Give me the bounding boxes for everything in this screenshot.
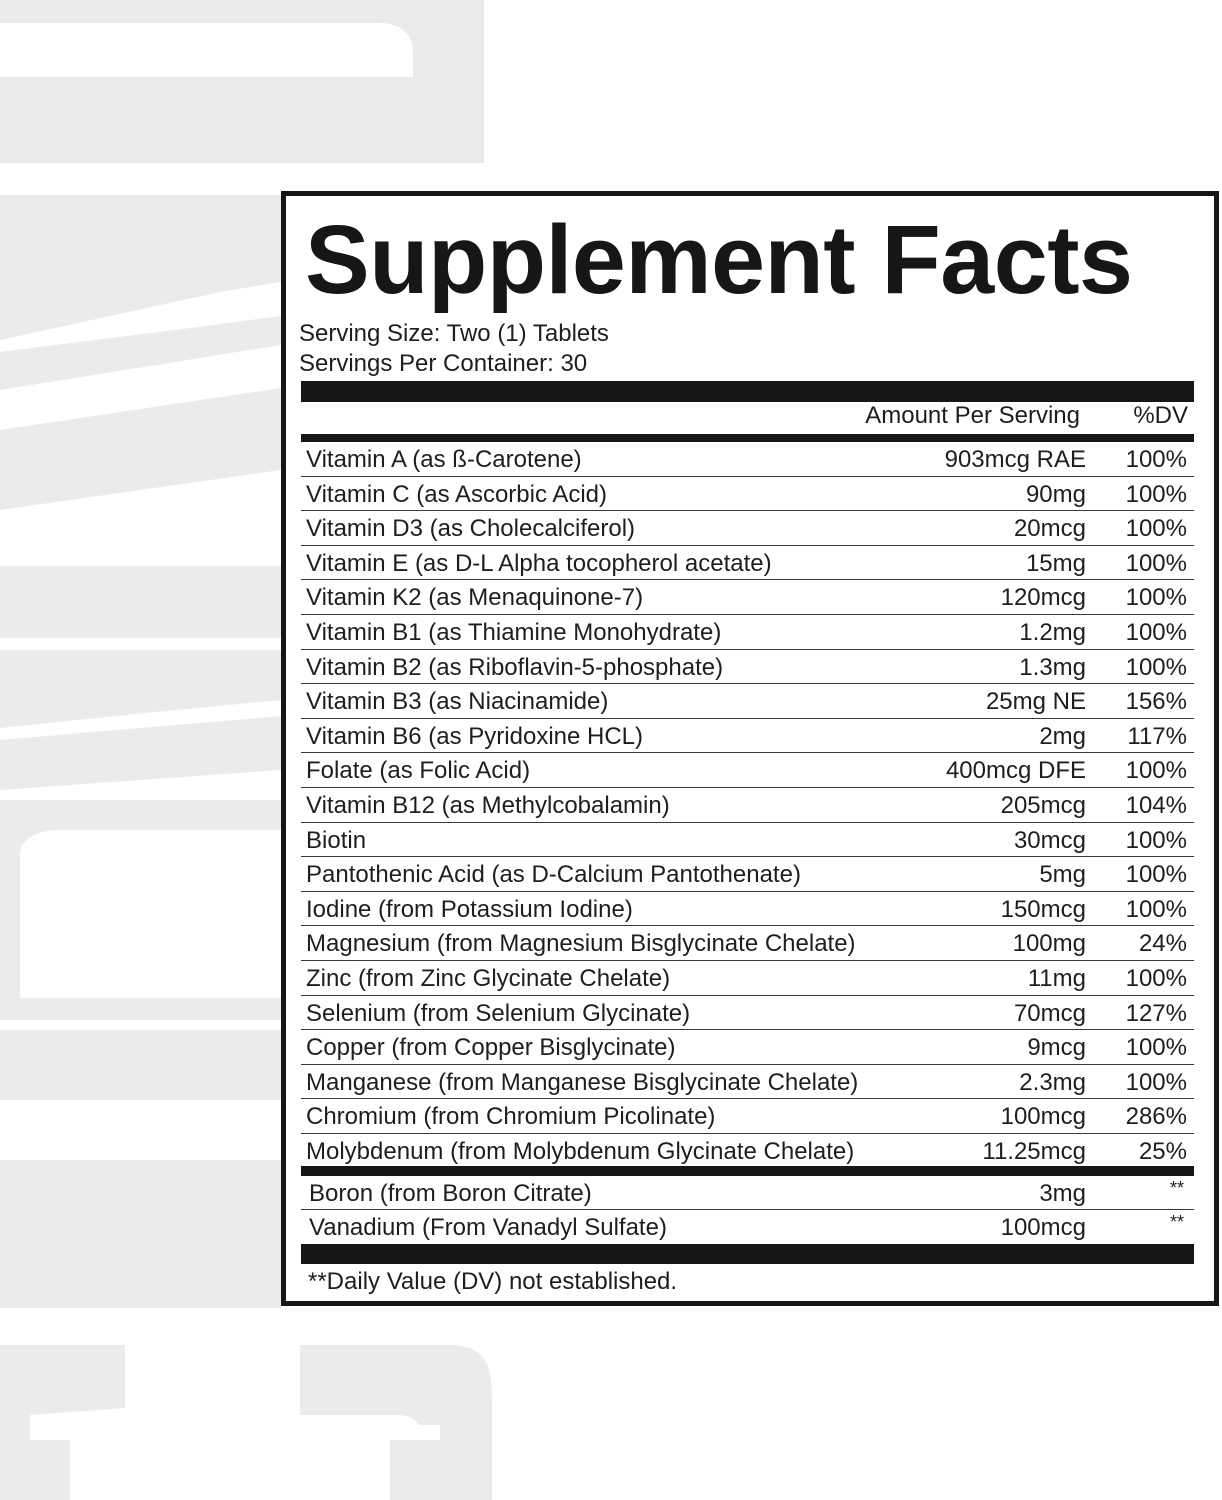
ingredient-name: Chromium (from Chromium Picolinate): [306, 1103, 716, 1131]
amount-per-serving: 90mg: [1025, 480, 1086, 508]
serving-size: Serving Size: Two (1) Tablets: [299, 320, 609, 347]
amount-per-serving: 903mcg RAE: [944, 446, 1086, 473]
ingredient-name: Molybdenum (from Molybdenum Glycinate Chelate): [306, 1137, 855, 1165]
daily-value: 100%: [1125, 549, 1187, 577]
nutrient-list: [301, 442, 1194, 1168]
ingredient-name: Vitamin B2 (as Riboflavin-5-phosphate): [306, 653, 724, 681]
daily-value: 24%: [1138, 930, 1187, 958]
amount-per-serving: 5mg: [1039, 861, 1086, 889]
daily-value: 100%: [1125, 1068, 1187, 1096]
daily-value: 127%: [1125, 999, 1187, 1027]
amount-per-serving: 100mcg: [1000, 1103, 1086, 1131]
amount-per-serving: 11mg: [1027, 964, 1086, 992]
ingredient-name: Vitamin B12 (as Methylcobalamin): [306, 791, 670, 819]
ingredient-name: Iodine (from Potassium Iodine): [306, 895, 633, 923]
amount-per-serving: 25mg NE: [985, 688, 1086, 716]
daily-value: 100%: [1125, 446, 1187, 473]
daily-value: 117%: [1127, 722, 1187, 750]
daily-value: 100%: [1125, 480, 1187, 508]
daily-value: 100%: [1125, 1034, 1187, 1062]
ingredient-name: Vitamin B3 (as Niacinamide): [306, 688, 609, 716]
dv-column-header: %DV: [1133, 402, 1188, 429]
table-row: [301, 615, 1194, 650]
amount-per-serving: 400mcg DFE: [945, 757, 1086, 785]
daily-value: 100%: [1125, 964, 1187, 992]
table-row: [301, 650, 1194, 685]
amount-per-serving: 15mg: [1025, 549, 1086, 577]
ingredient-name: Vitamin K2 (as Menaquinone-7): [306, 584, 644, 612]
amount-per-serving: 20mcg: [1013, 515, 1086, 543]
column-header-row: [301, 401, 1194, 435]
amount-per-serving: 11.25mcg: [982, 1137, 1086, 1165]
table-row: [301, 1065, 1194, 1100]
ingredient-name: Folate (as Folic Acid): [306, 757, 531, 785]
ingredient-name: Magnesium (from Magnesium Bisglycinate Chelate): [306, 930, 856, 958]
table-row: [301, 892, 1194, 927]
amount-per-serving: 2.3mg: [1019, 1068, 1086, 1096]
thick-divider: [301, 381, 1194, 402]
amount-per-serving: 9mcg: [1027, 1034, 1086, 1062]
table-row: [301, 996, 1194, 1031]
bottom-thick-divider: [301, 1244, 1194, 1264]
daily-value: 286%: [1125, 1103, 1187, 1131]
table-row: [301, 580, 1194, 615]
table-row: [301, 823, 1194, 858]
daily-value: **: [1169, 1212, 1184, 1232]
table-row: [301, 442, 1194, 477]
ingredient-name: Zinc (from Zinc Glycinate Chelate): [306, 964, 671, 992]
table-row: [301, 1030, 1194, 1065]
ingredient-name: Vitamin B1 (as Thiamine Monohydrate): [306, 618, 722, 646]
ingredient-name: Manganese (from Manganese Bisglycinate Chelate): [306, 1068, 859, 1096]
daily-value: 100%: [1125, 895, 1187, 923]
table-row: [301, 1176, 1194, 1210]
daily-value: 100%: [1125, 757, 1187, 785]
table-row: [301, 753, 1194, 788]
other-ingredients-list: [301, 1176, 1194, 1244]
amount-per-serving: 30mcg: [1013, 826, 1086, 854]
daily-value: **: [1169, 1178, 1184, 1198]
daily-value: 104%: [1125, 791, 1187, 819]
amount-per-serving: 205mcg: [1000, 791, 1086, 819]
servings-per-container: Servings Per Container: 30: [299, 350, 588, 377]
ingredient-name: Vitamin B6 (as Pyridoxine HCL): [306, 722, 644, 750]
ingredient-name: Boron (from Boron Citrate): [309, 1180, 592, 1207]
daily-value: 100%: [1125, 653, 1187, 681]
ingredient-name: Vanadium (From Vanadyl Sulfate): [309, 1214, 667, 1241]
table-row: [301, 961, 1194, 996]
ingredient-name: Vitamin A (as ß-Carotene): [306, 446, 582, 473]
panel-title: Supplement Facts: [305, 205, 1133, 314]
ingredient-name: Vitamin C (as Ascorbic Acid): [306, 480, 607, 508]
ingredient-name: Vitamin D3 (as Cholecalciferol): [306, 515, 636, 543]
table-row: [301, 477, 1194, 512]
table-row: [301, 511, 1194, 546]
amount-column-header: Amount Per Serving: [865, 402, 1080, 429]
table-row: [301, 1134, 1194, 1169]
daily-value: 100%: [1125, 515, 1187, 543]
table-row: [301, 857, 1194, 892]
amount-per-serving: 100mcg: [1000, 1214, 1086, 1241]
daily-value: 156%: [1125, 688, 1187, 716]
ingredient-name: Biotin: [306, 826, 367, 854]
table-row: [301, 546, 1194, 581]
table-row: [301, 684, 1194, 719]
ingredient-name: Pantothenic Acid (as D-Calcium Pantothenate): [306, 861, 801, 889]
amount-per-serving: 70mcg: [1013, 999, 1086, 1027]
amount-per-serving: 100mg: [1012, 930, 1086, 958]
ingredient-name: Copper (from Copper Bisglycinate): [306, 1034, 676, 1062]
amount-per-serving: 3mg: [1039, 1180, 1086, 1207]
amount-per-serving: 150mcg: [1000, 895, 1086, 923]
footnote: **Daily Value (DV) not established.: [308, 1268, 678, 1295]
daily-value: 100%: [1125, 618, 1187, 646]
daily-value: 25%: [1138, 1137, 1187, 1165]
amount-per-serving: 2mg: [1039, 722, 1086, 750]
ingredient-name: Vitamin E (as D-L Alpha tocopherol acetate): [306, 549, 772, 577]
supplement-facts-panel: [281, 191, 1219, 1306]
header-divider: [301, 434, 1194, 442]
table-row: [301, 926, 1194, 961]
daily-value: 100%: [1125, 584, 1187, 612]
table-row: [301, 719, 1194, 754]
table-row: [301, 788, 1194, 823]
table-row: [301, 1210, 1194, 1244]
ingredient-name: Selenium (from Selenium Glycinate): [306, 999, 691, 1027]
amount-per-serving: 1.2mg: [1019, 618, 1086, 646]
daily-value: 100%: [1125, 826, 1187, 854]
table-row: [301, 1099, 1194, 1134]
amount-per-serving: 1.3mg: [1019, 653, 1086, 681]
daily-value: 100%: [1125, 861, 1187, 889]
amount-per-serving: 120mcg: [1000, 584, 1086, 612]
section-divider: [301, 1166, 1194, 1176]
